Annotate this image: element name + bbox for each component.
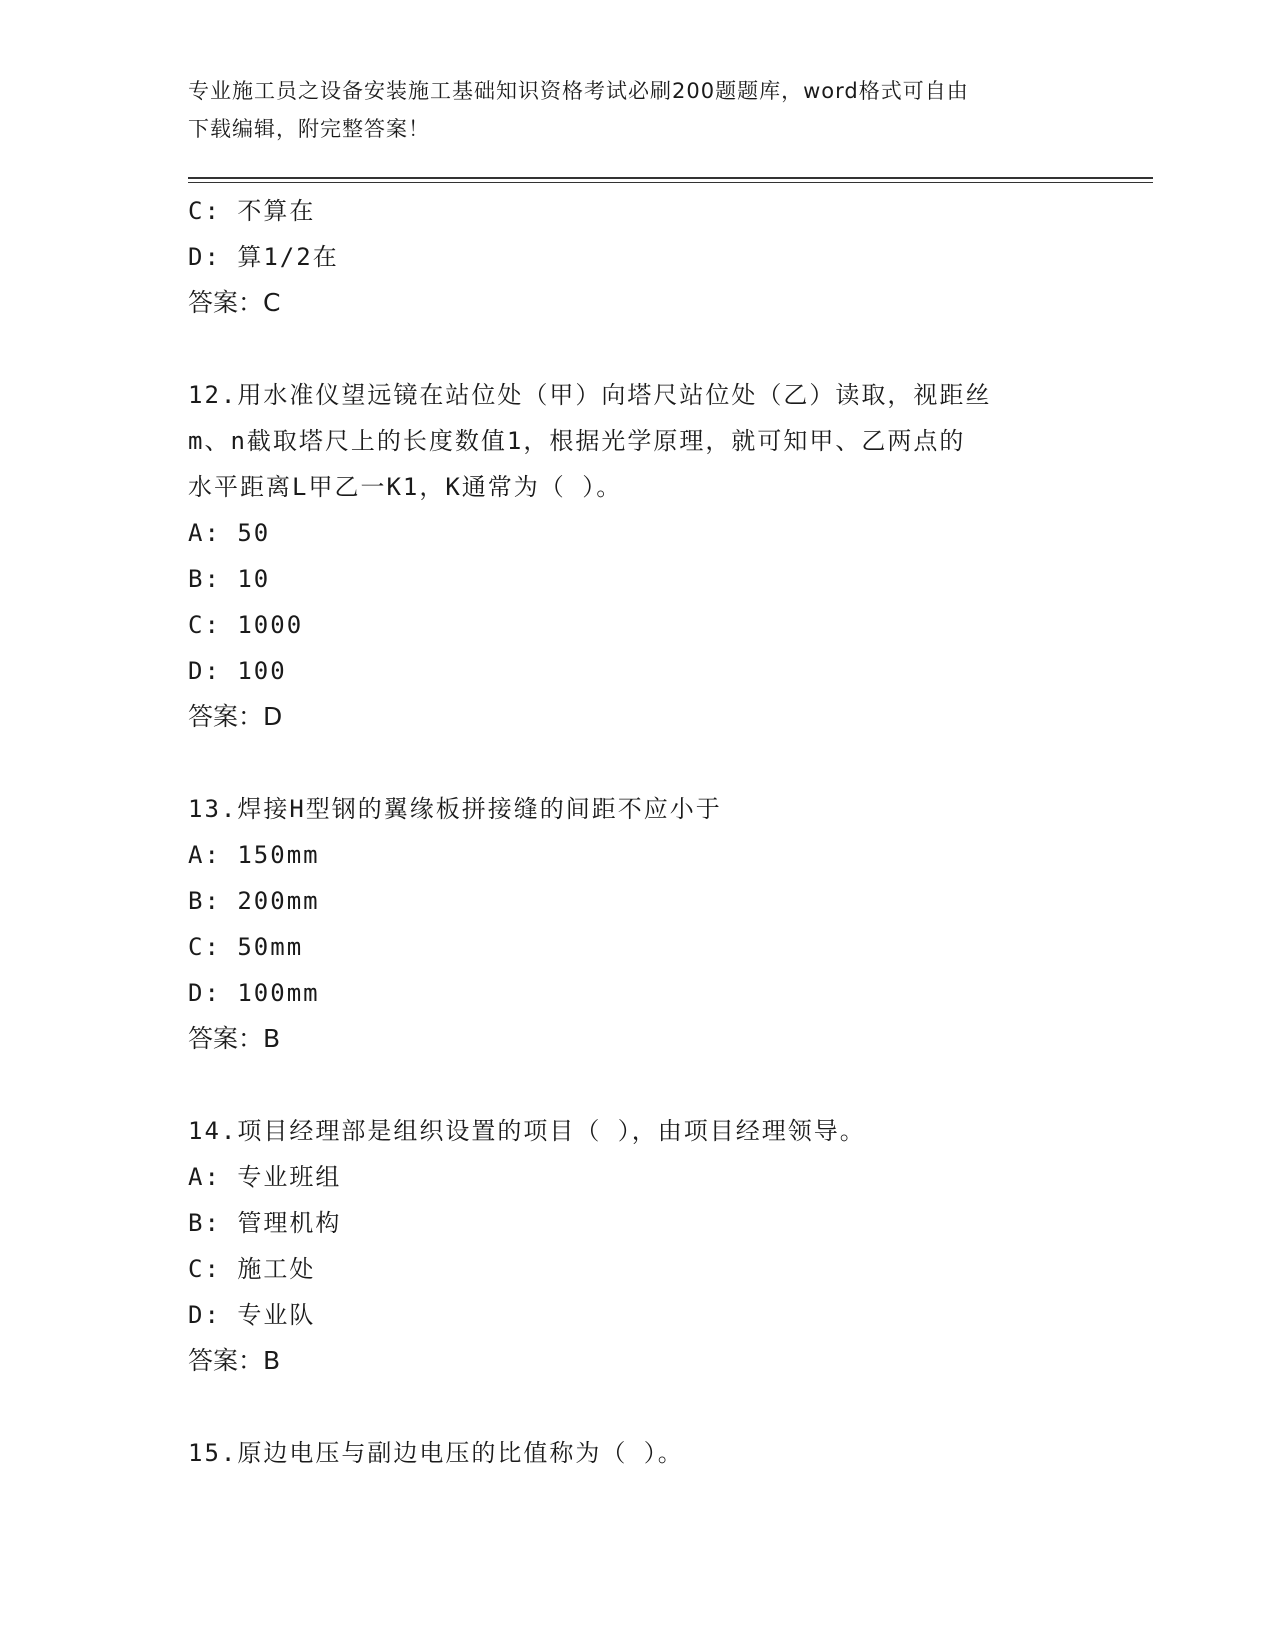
header-line-1: 专业施工员之设备安装施工基础知识资格考试必刷200题题库，word格式可自由 [188, 79, 969, 103]
question-12 [188, 372, 1088, 740]
question-11-tail [188, 188, 1088, 326]
question-text-line: 12.用水准仪望远镜在站位处（甲）向塔尺站位处（乙）读取，视距丝 [188, 381, 992, 409]
question-text-line: 15.原边电压与副边电压的比值称为（ ）。 [188, 1439, 684, 1467]
question-14 [188, 1108, 1088, 1384]
header-line-2: 下载编辑，附完整答案！ [188, 117, 430, 141]
option-b: B: 管理机构 [188, 1209, 342, 1237]
option-a: A: 50 [188, 519, 271, 547]
question-text-line: 14.项目经理部是组织设置的项目（ ），由项目经理领导。 [188, 1117, 866, 1145]
option-c: C: 不算在 [188, 197, 316, 225]
answer: 答案：B [188, 1024, 281, 1053]
header-divider-thick [188, 177, 1153, 179]
option-d: D: 100 [188, 657, 287, 685]
question-list [188, 188, 1088, 1476]
option-d: D: 专业队 [188, 1301, 316, 1329]
option-d: D: 算1/2在 [188, 243, 339, 271]
option-d: D: 100mm [188, 979, 320, 1007]
option-a: A: 专业班组 [188, 1163, 342, 1191]
question-13 [188, 786, 1088, 1062]
question-15 [188, 1430, 1088, 1476]
option-c: C: 50mm [188, 933, 304, 961]
option-a: A: 150mm [188, 841, 320, 869]
answer: 答案：D [188, 702, 283, 731]
option-b: B: 10 [188, 565, 271, 593]
answer: 答案：B [188, 1346, 281, 1375]
option-b: B: 200mm [188, 887, 320, 915]
document-header [188, 72, 1068, 148]
answer: 答案：C [188, 288, 281, 317]
option-c: C: 施工处 [188, 1255, 316, 1283]
question-text-line: 13.焊接H型钢的翼缘板拼接缝的间距不应小于 [188, 795, 722, 823]
header-divider-thin [188, 182, 1153, 183]
question-text-line: 水平距离L甲乙一K1，K通常为（ ）。 [188, 473, 623, 501]
question-text-line: m、n截取塔尺上的长度数值1，根据光学原理，就可知甲、乙两点的 [188, 427, 966, 455]
option-c: C: 1000 [188, 611, 304, 639]
